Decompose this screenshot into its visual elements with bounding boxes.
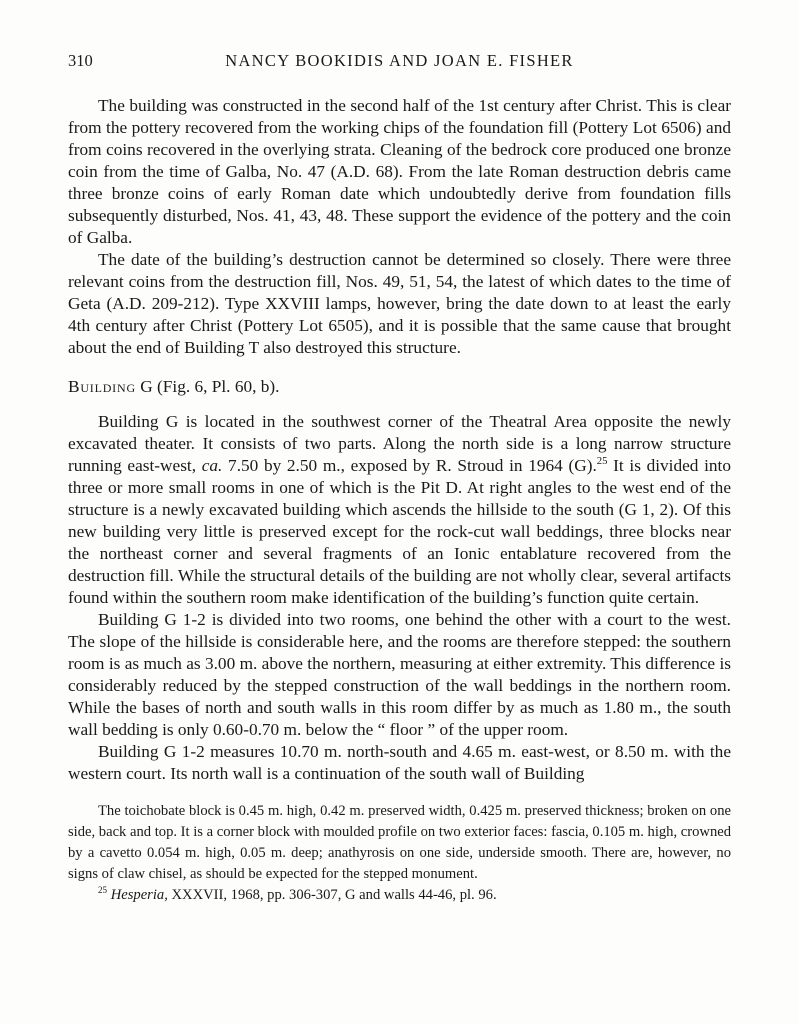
running-head-authors: NANCY BOOKIDIS AND JOAN E. FISHER (225, 51, 574, 70)
paragraph: The building was constructed in the second half of the 1st century after Christ. This is clear from the pottery recovered from the working chips of the foundation fill (Pottery Lot 6506) and from coins recovered in the overlying strata. Cleaning of the bedrock core produced one bronze coin from the time of Galba, No. 47 (A.D. 68). From the late Roman destruction debris came three bronze coins of early Roman date which undoubtedly derive from foundation fills subsequently disturbed, Nos. 41, 43, 48. These support the evidence of the pottery and the coin of Galba. (68, 96, 731, 247)
section-heading: Building G (Fig. 6, Pl. 60, b). (68, 377, 280, 396)
footnote: $^{25}$ Hesperia, XXXVII, 1968, pp. 306-307, G and walls 44-46, pl. 96. (98, 885, 497, 903)
paragraph: Building G 1-2 is divided into two rooms, one behind the other with a court to the west. The slope of the hillside is considerable here, and the rooms are therefore stepped: the southern room is as much as 3.00 m. above the northern, measuring at either extremity. This difference is considerably reduced by the stepped construction of the wall beddings in the northern room. While the bases of north and south walls in this room differ by as much as 1.80 m., the south wall bedding is only 0.60-0.70 m. below the “ floor ” of the upper room. (68, 610, 731, 739)
footnotes (68, 801, 731, 906)
footnote: The toichobate block is 0.45 m. high, 0.42 m. preserved width, 0.425 m. preserved thickness; broken on one side, back and top. It is a corner block with moulded profile on two exterior faces: fascia, 0.105 m. high, crowned by a cavetto 0.054 m. high, 0.05 m. deep; anathyrosis on one side, underside smooth. There are, however, no signs of claw chisel, as should be expected for the stepped monument. (68, 803, 732, 882)
footnote-marker: 25 (596, 455, 608, 468)
body-text (68, 95, 731, 785)
footnote-marker: 25 (98, 885, 108, 896)
paragraph: Building G 1-2 measures 10.70 m. north-south and 4.65 m. east-west, or 8.50 m. with the western court. Its north wall is a continuation of the south wall of Building (68, 742, 731, 783)
styled-text: Hesperia, (110, 887, 168, 903)
page-header (68, 50, 731, 72)
paragraph: The date of the building’s destruction cannot be determined so closely. There were three relevant coins from the destruction fill, Nos. 49, 51, 54, the latest of which dates to the time of Geta (A.D. 209-212). Type XXVIII lamps, however, bring the date down to at least the early 4th century after Christ (Pottery Lot 6505), and it is possible that the same cause that brought about the end of Building T also destroyed this structure. (68, 250, 731, 357)
page-number: 310 (68, 51, 93, 70)
paragraph: Building G is located in the southwest corner of the Theatral Area opposite the newly excavated theater. It consists of two parts. Along the north side is a long narrow structure running east-west, ca. 7.50 by 2.50 m., exposed by R. Stroud in 1964 (G).$^{25}$ It is divided into three or more small rooms in one of which is the Pit D. At right angles to the west end of the structure is a newly excavated building which ascends the hillside to the south (G 1, 2). Of this new building very little is preserved except for the rock-cut wall beddings, three blocks near the northeast corner and several fragments of an Ionic entablature recovered from the destruction fill. While the structural details of the building are not wholly clear, several artifacts found within the southern room make identification of the building’s function quite certain. (68, 412, 731, 607)
styled-text: Building (68, 377, 136, 396)
styled-text: ca. (201, 456, 223, 475)
